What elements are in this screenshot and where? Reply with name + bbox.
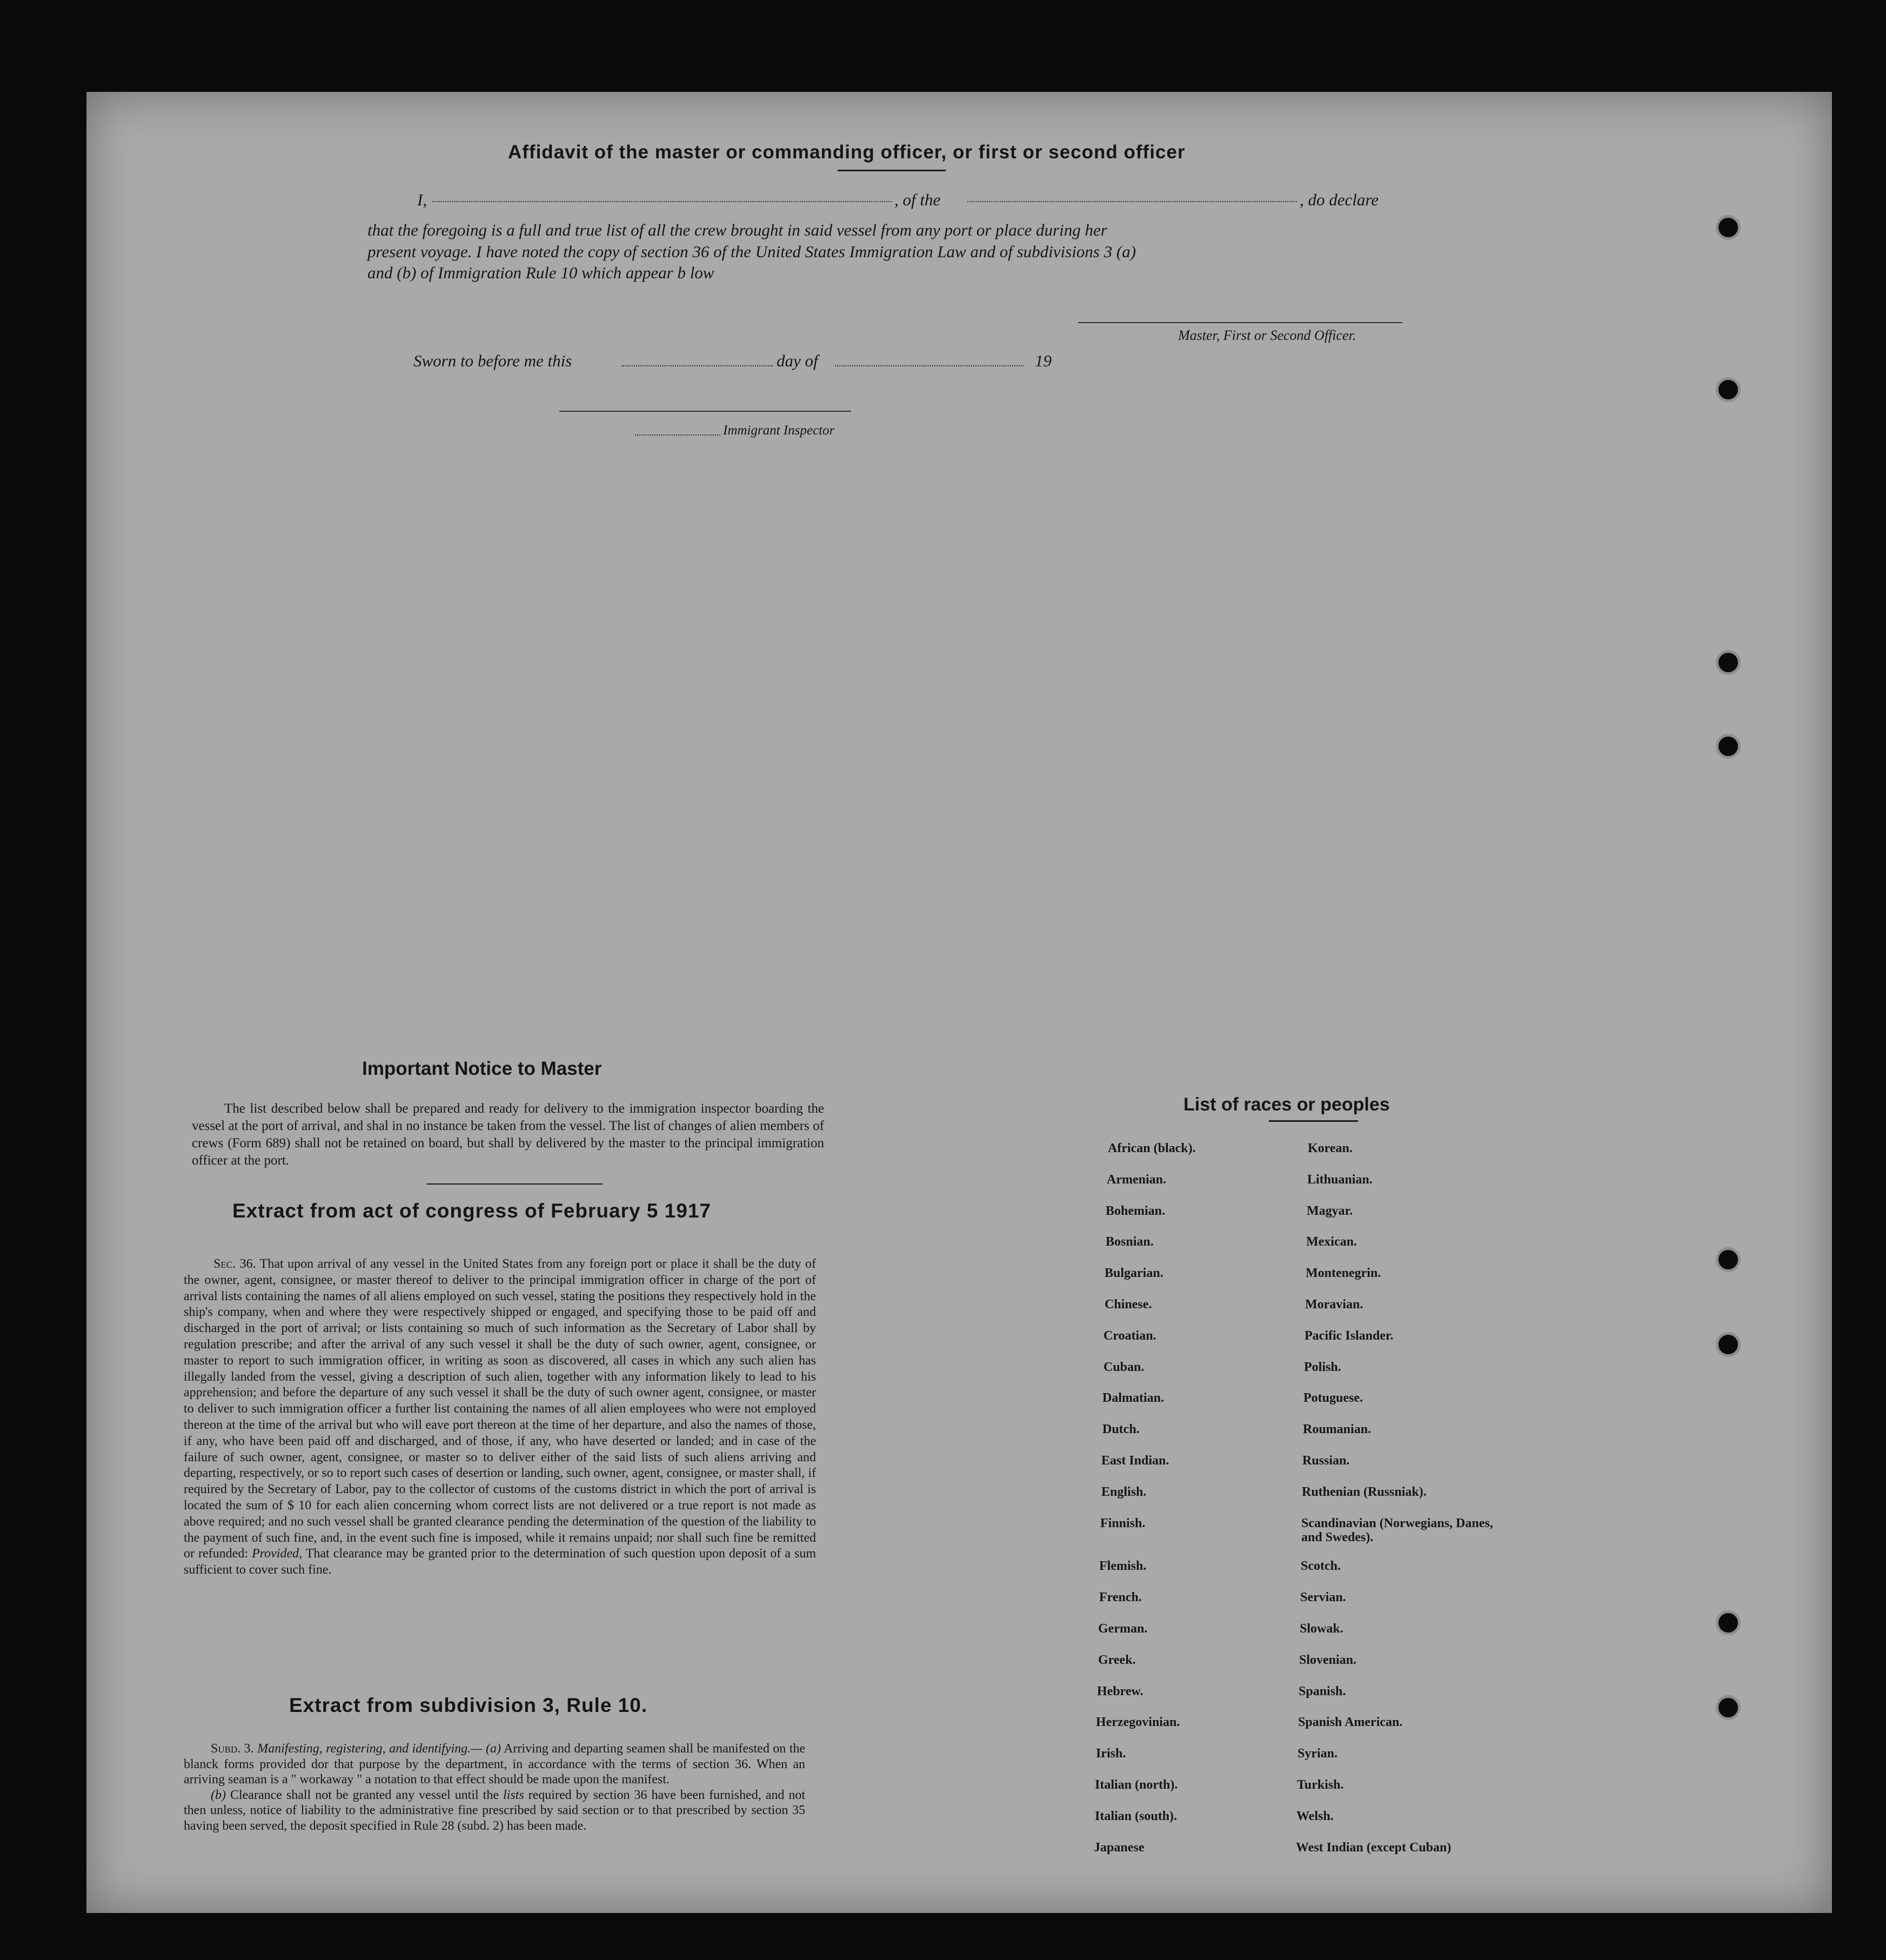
para-b-marker: (b): [211, 1788, 226, 1802]
subd-heading: Manifesting, registering, and identifying.—: [257, 1742, 483, 1756]
affidavit-of-the: , of the: [894, 190, 941, 209]
race-item-left: Greek.: [1098, 1653, 1136, 1667]
race-item-left: Dutch.: [1102, 1422, 1140, 1437]
para-a-marker: (a): [485, 1742, 501, 1756]
inspector-label: Immigrant Inspector: [723, 423, 835, 438]
affidavit-declare: , do declare: [1300, 190, 1379, 209]
sworn-prefix: Sworn to before me this: [413, 351, 572, 370]
vessel-blank: [967, 201, 1297, 202]
race-item-right: Scandinavian (Norwegians, Danes, and Swedes).: [1301, 1516, 1493, 1544]
affidavit-line-2: that the foregoing is a full and true list of all the crew brought in said vessel from any port or place during her: [367, 220, 1107, 239]
race-item-right: Moravian.: [1305, 1297, 1363, 1312]
race-item-left: Italian (north).: [1095, 1778, 1178, 1792]
race-item-right: Korean.: [1308, 1141, 1353, 1155]
race-item-right: Syrian.: [1298, 1747, 1338, 1761]
race-item-left: Cuban.: [1103, 1360, 1145, 1374]
race-item-left: Armenian.: [1107, 1172, 1166, 1187]
affidavit-i: I,: [417, 190, 427, 209]
race-item-left: Finnish.: [1100, 1516, 1146, 1530]
race-item-right: Roumanian.: [1303, 1422, 1372, 1437]
race-item-left: French.: [1099, 1590, 1142, 1605]
subdivision-para-b: [184, 1788, 805, 1834]
para-b-start: Clearance shall not be granted any vessel until the: [230, 1788, 499, 1802]
race-item-right: West Indian (except Cuban): [1296, 1840, 1452, 1855]
extract-act-title: Extract from act of congress of February 5 1917: [232, 1200, 711, 1222]
para-b-rest: required by section 36 have been furnished, and not then unless, notice of liability to the administrative fine prescribed by said section or to that prescribed by section 35 having been served, the deposit specified in Rule 28 (subd. 2) has been made.: [184, 1788, 806, 1833]
sworn-day-blank: [621, 365, 773, 366]
race-item-right: Ruthenian (Russniak).: [1302, 1484, 1427, 1499]
sworn-year: 19: [1035, 351, 1052, 370]
subdivision-3-text: [184, 1741, 805, 1834]
subd-label: Subd. 3.: [211, 1742, 254, 1756]
race-item-left: Chinese.: [1105, 1297, 1152, 1312]
binder-hole: [1716, 215, 1741, 240]
race-item-right: Welsh.: [1296, 1809, 1334, 1823]
race-item-left: German.: [1098, 1622, 1148, 1636]
race-item-right: Slovenian.: [1299, 1653, 1357, 1667]
race-item-left: English.: [1101, 1484, 1147, 1499]
race-item-right: Spanish.: [1299, 1684, 1346, 1698]
affidavit-line-3: present voyage. I have noted the copy of section 36 of the United States Immigration Law and of subdivisions 3 (a): [367, 242, 1136, 261]
name-blank: [432, 201, 892, 202]
race-item-right: Pacific Islander.: [1305, 1328, 1394, 1343]
divider: [427, 1183, 603, 1185]
binder-hole: [1716, 1610, 1741, 1635]
race-item-left: East Indian.: [1101, 1454, 1169, 1468]
inspector-signature-line: [559, 411, 851, 412]
race-item-left: Bosnian.: [1106, 1235, 1154, 1249]
race-item-left: Herzegovinian.: [1096, 1715, 1180, 1730]
binder-hole: [1716, 650, 1741, 675]
extract-rule-title: Extract from subdivision 3, Rule 10.: [289, 1694, 648, 1716]
race-item-left: Japanese: [1094, 1840, 1145, 1855]
race-item-left: Bohemian.: [1106, 1203, 1166, 1218]
section-label: Sec. 36.: [213, 1257, 256, 1271]
race-item-right: Magyar.: [1307, 1203, 1353, 1218]
signature-label: Master, First or Second Officer.: [1178, 327, 1356, 343]
race-item-left: Italian (south).: [1095, 1809, 1178, 1823]
race-item-right: Spanish American.: [1298, 1715, 1403, 1730]
section-36-text: [184, 1256, 816, 1578]
race-item-left: Irish.: [1096, 1747, 1126, 1761]
race-item-right: Scotch.: [1301, 1559, 1341, 1574]
signature-line: [1078, 322, 1402, 323]
race-item-left: Flemish.: [1099, 1559, 1147, 1574]
notice-title: Important Notice to Master: [362, 1058, 602, 1079]
race-item-right: Turkish.: [1297, 1778, 1344, 1792]
binder-hole: [1716, 1695, 1741, 1720]
race-item-left: Bulgarian.: [1105, 1266, 1163, 1281]
para-a-text: Arriving and departing seamen shall be manifested on the blanck forms provided dor that purpose by the department, in accordance with the terms of section 36. When an arriving seaman is a " workaway " a notation to that effect should be made upon the manifest.: [184, 1742, 806, 1787]
binder-hole: [1716, 377, 1741, 402]
title-underline: [838, 170, 946, 171]
race-item-right: Lithuanian.: [1307, 1172, 1373, 1187]
race-item-left: African (black).: [1108, 1141, 1196, 1155]
race-item-right: Montenegrin.: [1306, 1266, 1381, 1281]
race-item-right: Potuguese.: [1303, 1391, 1363, 1406]
race-item-right: Servian.: [1300, 1590, 1346, 1605]
races-underline: [1269, 1120, 1358, 1122]
races-title: List of races or peoples: [1183, 1094, 1390, 1115]
section-body: That upon arrival of any vessel in the United States from any foreign port or place it shall be the duty of the owner, agent, consignee, or master thereof to deliver to the principal immigration officer in charge of the port of arrival lists containing the names of all aliens employed on such vessel, stating the positions they respectively hold in the ship's company, when and where they were respectively shipped or engaged, and specifying those to be paid off and discharged in the port of arrival; or lists containing so much of such information as the Secretary of Labor shall by regulation prescribe; and after the arrival of any such vessel it shall be the duty of such owner, agent, consignee, or master to report to such immigration officer, in writing as soon as discovered, all cases in which any such alien has illegally landed from the vessel, giving a description of such alien, together with any information likely to lead to his apprehension; and before the departure of any such vessel it shall be the duty of such owner agent, consignee, or master to deliver to such immigration officer a further list containing the names of all alien employees who were not employed thereon at the time of the arrival but who will eave port thereon at the time of her departure, and also the names of those, if any, who have been paid off and discharged, and of those, if any, who have deserted or landed; and in case of the failure of such owner, agent, consignee, or master so to deliver either of the said lists of such aliens arriving and departing, respectively, or so to report such cases of desertion or landing, such owner, agent, consignee, or master shall, if required by the Secretary of Labor, pay to the collector of customs of the customs district in which the port of arrival is located the sum of $ 10 for each alien concerning whom correct lists are not delivered or a true report is not made as above required; and no such vessel shall be granted clearance pending the determination of the question of the liability to the payment of such fine, and, in the event such fine is imposed, while it remains unpaid; nor shall such fine be remitted or refunded:: [184, 1257, 816, 1561]
race-item-right: Mexican.: [1306, 1235, 1357, 1249]
binder-hole: [1716, 1332, 1741, 1357]
provided-word: Provided,: [252, 1547, 303, 1561]
affidavit-line-4: and (b) of Immigration Rule 10 which appear b low: [367, 263, 714, 282]
sworn-day-label: day of: [777, 351, 818, 370]
binder-hole: [1716, 734, 1741, 759]
subdivision-para-a: [184, 1741, 805, 1788]
race-item-right: Slowak.: [1300, 1622, 1343, 1636]
race-item-right: Russian.: [1302, 1454, 1350, 1468]
section-body-end: That clearance may be granted prior to the determination of such question upon deposit of a sum sufficient to cover such fine.: [184, 1547, 817, 1577]
race-item-left: Croatian.: [1103, 1328, 1156, 1343]
race-item-right: Polish.: [1304, 1360, 1341, 1374]
inspector-name-blank: [635, 434, 720, 436]
notice-body: The list described below shall be prepared and ready for delivery to the immigration inspector boarding the vessel at the port of arrival, and shal in no instance be taken from the vessel. The list of changes of alien members of crews (Form 689) shall not be retained on board, but shall by delivered by the master to the principal immigration officer at the port.: [192, 1101, 824, 1168]
race-item-left: Dalmatian.: [1102, 1391, 1164, 1406]
race-item-left: Hebrew.: [1097, 1684, 1143, 1698]
sworn-month-blank: [835, 365, 1024, 366]
binder-hole: [1716, 1247, 1741, 1272]
para-b-lists: lists: [503, 1788, 524, 1802]
affidavit-title: Affidavit of the master or commanding officer, or first or second officer: [508, 142, 1186, 163]
